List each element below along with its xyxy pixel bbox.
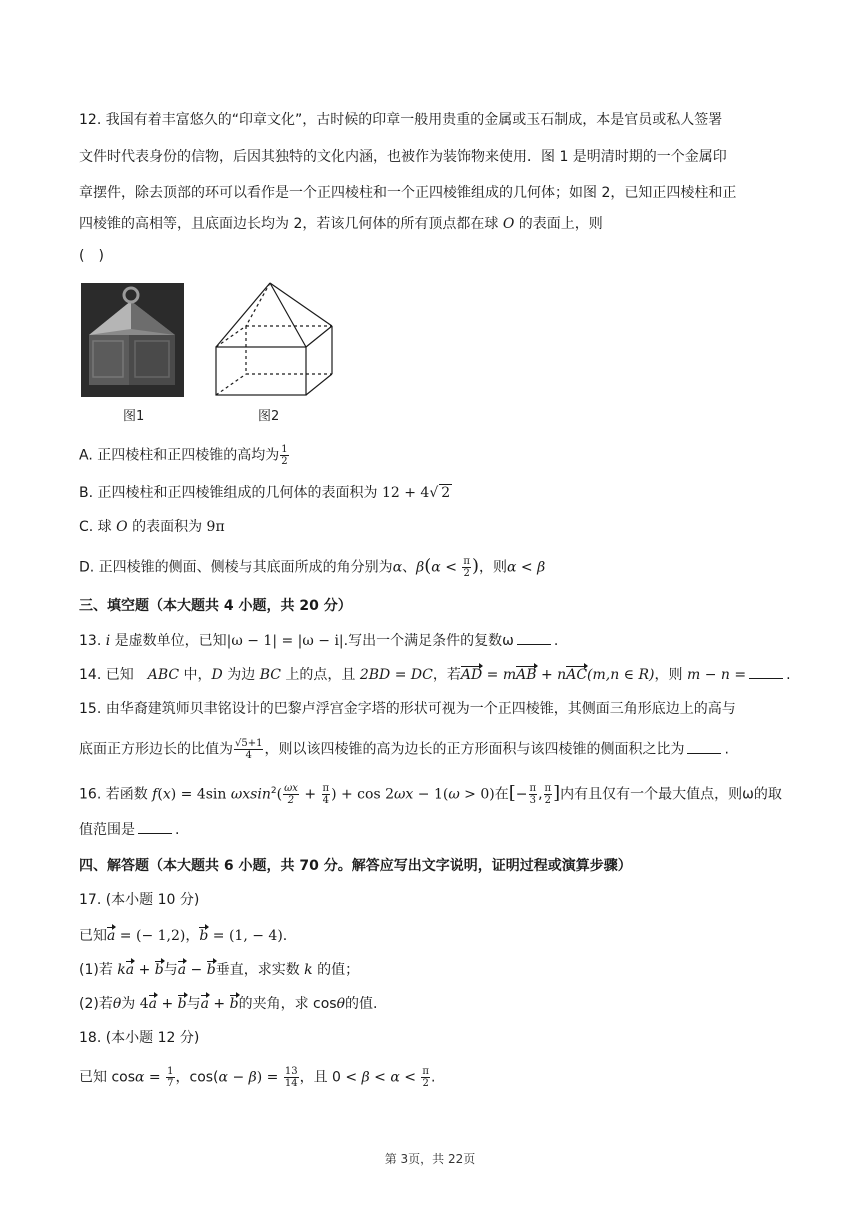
q15-line2: 底面正方形边长的比值为 $\frac{√5+1}{4}$ ，则以该四棱锥的高为边长的正方形面积与该四棱锥的侧面积之比为 . bbox=[79, 738, 729, 761]
q16-line1: 16. 若函数 f(x) = 4sin ωxsin$^2$( $\frac{\omega x}{2}$ + $\frac{\pi}{4}$ ) + cos 2ωx − 1(ω > 0)在[− $\frac{\pi}{3}$ , $\frac{\pi}{2}$ ]内有且仅有一个最大值点，则ω的取 bbox=[79, 782, 782, 807]
q12-line2: 文件时代表身份的信物，后因其独特的文化内涵，也被作为装饰物来使用．图 1 是明清时期的一个金属印 bbox=[79, 149, 727, 165]
q12-option-b: B. 正四棱柱和正四棱锥组成的几何体的表面积为 12 + 4√ 2 bbox=[79, 485, 451, 501]
page-footer: 第 3页，共 22页 bbox=[384, 1152, 476, 1166]
q12-option-d: D. 正四棱锥的侧面、侧棱与其底面所成的角分别为α、β(α < $\frac{\pi}{2}$ )，则α < β bbox=[79, 555, 546, 579]
fig2-caption: 图2 bbox=[258, 409, 280, 424]
q15-line1: 15. 由华裔建筑师贝聿铭设计的巴黎卢浮宫金字塔的形状可视为一个正四棱锥，其侧面三角形底边上的高与 bbox=[79, 701, 736, 717]
q12-line4: 四棱锥的高相等，且底面边长均为 2，若该几何体的所有顶点都在球 O 的表面上，则 bbox=[79, 216, 603, 232]
section-3-heading: 三、填空题（本大题共 4 小题，共 20 分） bbox=[79, 598, 352, 614]
q13: 13. i 是虚数单位，已知|ω − 1| = |ω − i|.写出一个满足条件的复数ω . bbox=[79, 633, 559, 649]
q17-given: 已知a = (− 1,2)，b = (1, − 4). bbox=[79, 928, 288, 944]
fig1-caption: 图1 bbox=[123, 409, 145, 424]
q17-heading: 17. (本小题 10 分) bbox=[79, 892, 200, 908]
q18-heading: 18. (本小题 12 分) bbox=[79, 1030, 200, 1046]
q12-option-a: A. 正四棱柱和正四棱锥的高均为 $\frac{1}{2}$ bbox=[79, 444, 288, 467]
q12-answer-paren: ( ) bbox=[79, 248, 104, 264]
q16-line2: 值范围是 . bbox=[79, 822, 180, 838]
q17-part2: (2)若θ为 4a + b与a + b的夹角，求 cosθ的值. bbox=[79, 996, 378, 1012]
q17-part1: (1)若 ka + b与a − b垂直，求实数 k 的值； bbox=[79, 962, 360, 978]
q12-line3: 章摆件，除去顶部的环可以看作是一个正四棱柱和一个正四棱锥组成的几何体；如图 2，已知正四棱柱和正 bbox=[79, 185, 737, 201]
q14: 14. 已知 ABC 中，D 为边 BC 上的点，且 2BD = DC，若AD = mAB + nAC(m,n ∈ R)，则 m − n = . bbox=[79, 667, 791, 683]
seal-photo bbox=[81, 283, 184, 397]
q12-line1: 12. 我国有着丰富悠久的“印章文化”，古时候的印章一般用贵重的金属或玉石制成，本是官员或私人签署 bbox=[79, 112, 723, 128]
figure-2-diagram bbox=[212, 280, 336, 400]
q12-option-c: C. 球 O 的表面积为 9π bbox=[79, 519, 225, 535]
q18-given: 已知 cosα = $\frac{1}{7}$ ，cos(α − β) = $\frac{13}{14}$ ，且 0 < β < α < $\frac{\pi}{2}$ . bbox=[79, 1066, 436, 1089]
section-4-heading: 四、解答题（本大题共 6 小题，共 70 分。解答应写出文字说明，证明过程或演算步骤） bbox=[79, 858, 632, 874]
